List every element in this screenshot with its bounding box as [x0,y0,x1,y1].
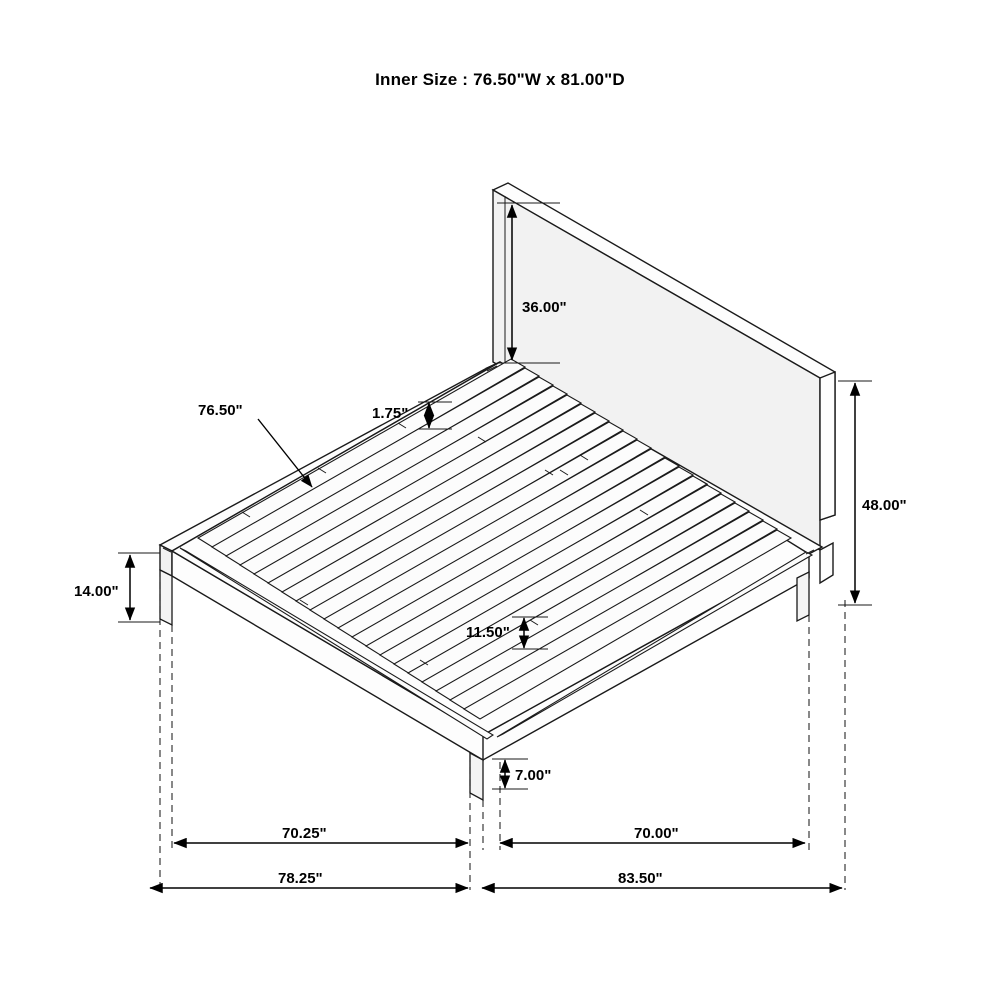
dim-overall-height-label: 48.00" [862,497,907,514]
right-side-rail [820,543,833,583]
dim-left-inner-length [174,825,468,843]
dim-rail-height-label: 7.00" [515,767,552,784]
dim-deck-height-label: 14.00" [74,583,119,600]
dim-slat-width-label: 76.50" [198,402,243,419]
dim-right-inner-length [500,825,805,843]
dim-rail-height [492,759,551,789]
dim-headboard-height-label: 36.00" [522,299,567,316]
dim-right-inner-length-label: 70.00" [634,825,679,842]
bed-illustration [160,183,835,800]
dim-right-outer-length-label: 83.50" [618,870,663,887]
dim-overall-height [838,381,907,605]
dim-left-outer-length-label: 78.25" [278,870,323,887]
dim-left-inner-length-label: 70.25" [282,825,327,842]
dim-slat-gap-label: 11.50" [466,624,510,641]
dim-right-outer-length [482,870,842,888]
dim-left-outer-length [150,870,468,888]
dim-deck-height [74,553,160,622]
page-title: Inner Size : 76.50"W x 81.00"D [375,70,625,89]
dim-slat-thickness-label: 1.75" [372,405,409,422]
